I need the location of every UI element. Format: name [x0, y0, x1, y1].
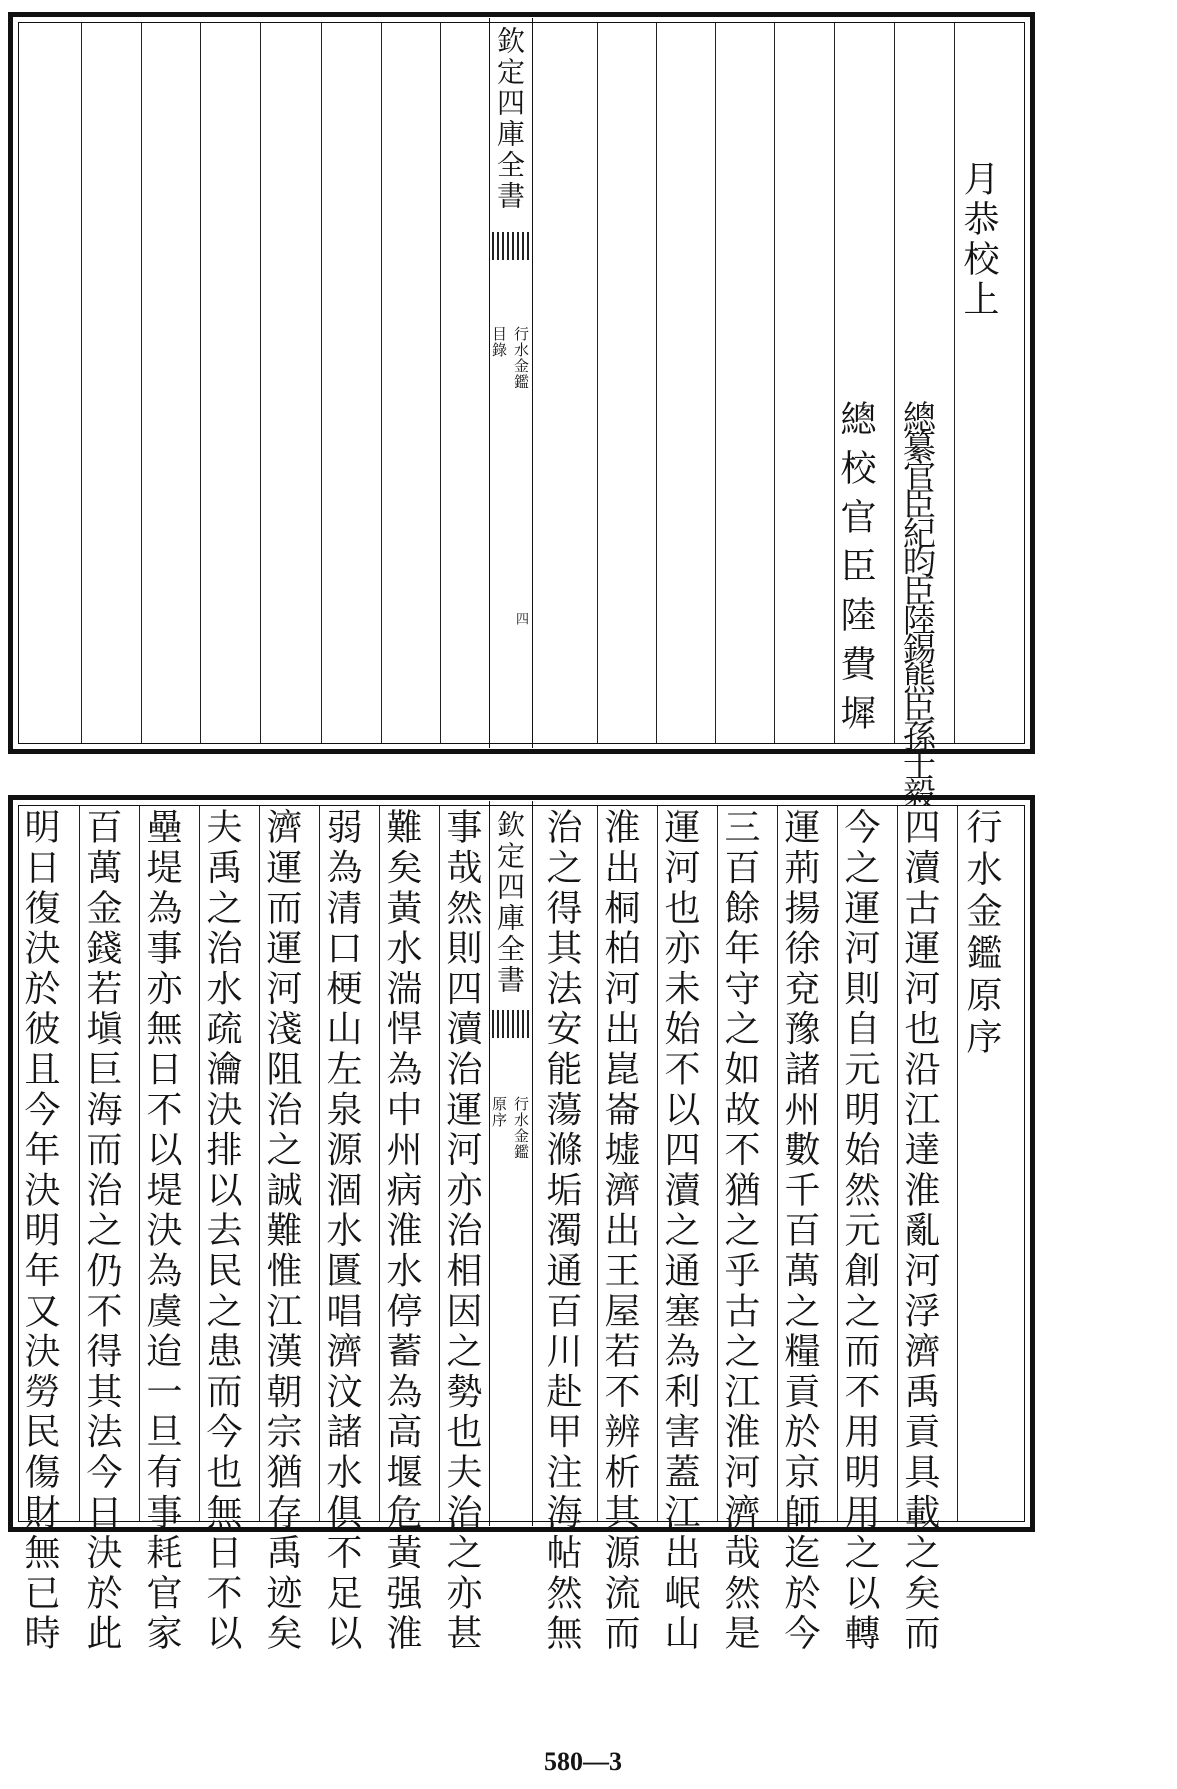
page-number: 580—3: [544, 1747, 622, 1776]
top-chief-editors-col: 總纂官臣紀昀臣陸錫熊臣孫士毅: [898, 400, 937, 806]
text-col-4: 三百餘年守之如故不猶之乎古之江淮河濟哉然是: [719, 808, 760, 1655]
text-col-7: 治之得其法安能蕩滌垢濁通百川赴甲注海帖然無: [541, 808, 582, 1655]
text-col-8: 事哉然則四瀆治運河亦治相因之勢也夫治之亦甚: [441, 808, 482, 1655]
text-col-6: 淮出桐柏河出崑崙墟濟出王屋若不辨析其源流而: [599, 808, 640, 1655]
top-proofreader-col: 總校官臣陸費墀: [835, 400, 876, 743]
top-banner-title: 欽定四庫全書: [493, 26, 526, 212]
preface-title-col: 行水金鑑原序: [961, 808, 1002, 1060]
text-col-15: 明日復決於彼且今年決明年又決勞民傷財無已時: [19, 808, 60, 1655]
text-col-14: 百萬金錢若塡巨海而治之仍不得其法今日決於此: [81, 808, 122, 1655]
text-col-2: 今之運河則自元明始然元創之而不用明用之以轉: [839, 808, 880, 1655]
text-col-9: 難矣黃水湍悍為中州病淮水停蓄為高堰危黃强淮: [381, 808, 422, 1655]
top-fold-page: 四: [513, 612, 528, 625]
text-col-3: 運荊揚徐兗豫諸州數千百萬之糧貢於京師迄於今: [779, 808, 820, 1655]
top-fold-book-title: 行水金鑑: [512, 326, 530, 390]
text-col-13: 壘堤為事亦無日不以堤決為虞迨一旦有事耗官家: [141, 808, 182, 1655]
bottom-fish-tail: [492, 1010, 530, 1038]
bottom-fold-book-title: 行水金鑑: [512, 1096, 530, 1160]
text-col-1: 四瀆古運河也沿江達淮亂河浮濟禹貢具載之矣而: [899, 808, 940, 1655]
bottom-fold-section: 原序: [490, 1096, 508, 1128]
text-col-10: 弱為清口梗山左泉源涸水匱唱濟汶諸水俱不足以: [321, 808, 362, 1655]
top-fish-tail: [492, 232, 530, 260]
text-col-11: 濟運而運河淺阻治之誠難惟江漢朝宗猶存禹迹矣: [261, 808, 302, 1655]
top-fold-section: 目錄: [490, 326, 508, 358]
top-right-col: 月恭校上: [958, 160, 999, 320]
bottom-banner-title: 欽定四庫全書: [493, 810, 526, 996]
text-col-12: 夫禹之治水疏瀹決排以去民之患而今也無日不以: [201, 808, 242, 1655]
text-col-5: 運河也亦未始不以四瀆之通塞為利害蓋江出岷山: [659, 808, 700, 1655]
